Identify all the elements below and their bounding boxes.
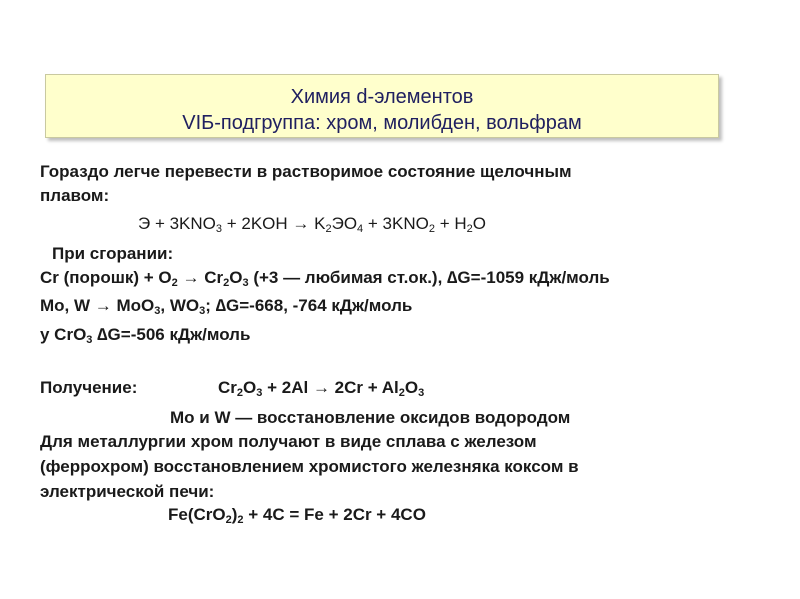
- mo-sub: 3: [154, 305, 161, 317]
- cr-part: (+3 — любимая ст.ок.), ∆G=-1059 кДж/моль: [248, 268, 610, 287]
- fe-part: Fe(CrO: [168, 505, 226, 524]
- prep-part: O: [404, 378, 419, 397]
- title-line-2: VIБ-подгруппа: хром, молибден, вольфрам: [182, 112, 582, 134]
- eq1-part: + 3KNO: [363, 214, 429, 233]
- cr-sub: 2: [223, 277, 230, 289]
- metallurgy-line-1: Для металлургии хром получают в виде сплава с железом: [40, 432, 537, 451]
- mo-part: Mo, W → MoO: [40, 296, 155, 315]
- cro3-part: ∆G=-506 кДж/моль: [92, 325, 251, 344]
- fe-sub: 2: [237, 514, 244, 526]
- eq1-sub: 3: [215, 223, 223, 235]
- mo-w-combustion-line: [40, 294, 412, 318]
- eq1-sub: 2: [466, 223, 473, 235]
- prep-part: O: [243, 378, 257, 397]
- eq1-part: O: [472, 214, 486, 233]
- eq1-part: ЭО: [331, 214, 358, 233]
- fe-part: + 4C = Fe + 2Cr + 4CO: [243, 505, 426, 524]
- cr-part: O: [229, 268, 243, 287]
- cr-combustion-line: [40, 266, 610, 290]
- intro-line-2: плавом:: [40, 186, 110, 205]
- prep-sub: 2: [398, 387, 405, 399]
- equation-alkaline-fusion: [138, 212, 486, 236]
- cr-part: → Cr: [177, 268, 224, 287]
- mo-sub: 3: [199, 305, 206, 317]
- cr-sub: 2: [171, 277, 178, 289]
- preparation-label: Получение:: [40, 378, 138, 397]
- cro3-part: у CrO: [40, 325, 87, 344]
- eq1-sub: 2: [325, 223, 332, 235]
- ferrochrome-equation: [168, 503, 426, 527]
- cro3-sub: 3: [86, 334, 93, 346]
- eq1-sub: 4: [357, 223, 364, 235]
- eq1-sub: 2: [428, 223, 435, 235]
- mo-w-reduction: Mo и W — восстановление оксидов водородом: [170, 408, 571, 427]
- eq1-left: Э + 3KNO: [138, 214, 216, 233]
- cr-sub: 3: [242, 277, 249, 289]
- mo-part: , WO: [160, 296, 200, 315]
- title-box: [45, 74, 719, 138]
- intro-line-1: Гораздо легче перевести в растворимое состояние щелочным: [40, 162, 572, 181]
- cro3-line: [40, 323, 250, 347]
- preparation-equation: [218, 376, 424, 400]
- fe-sub: 2: [225, 514, 232, 526]
- title-line-1: Химия d-элементов: [290, 86, 474, 108]
- prep-part: + 2Al → 2Cr + Al: [262, 378, 399, 397]
- prep-sub: 3: [256, 387, 263, 399]
- combustion-label: При сгорании:: [52, 244, 174, 263]
- prep-sub: 2: [236, 387, 244, 399]
- cr-part: Cr (порошк) + O: [40, 268, 172, 287]
- fe-part: ): [231, 505, 238, 524]
- eq1-mid: + 2KOH → K: [222, 214, 326, 233]
- eq1-part: + H: [434, 214, 467, 233]
- prep-sub: 3: [418, 387, 425, 399]
- metallurgy-line-2: (феррохром) восстановлением хромистого железняка коксом в: [40, 457, 579, 476]
- mo-part: ; ∆G=-668, -764 кДж/моль: [205, 296, 413, 315]
- prep-part: Cr: [218, 378, 237, 397]
- metallurgy-line-3: электрической печи:: [40, 482, 215, 501]
